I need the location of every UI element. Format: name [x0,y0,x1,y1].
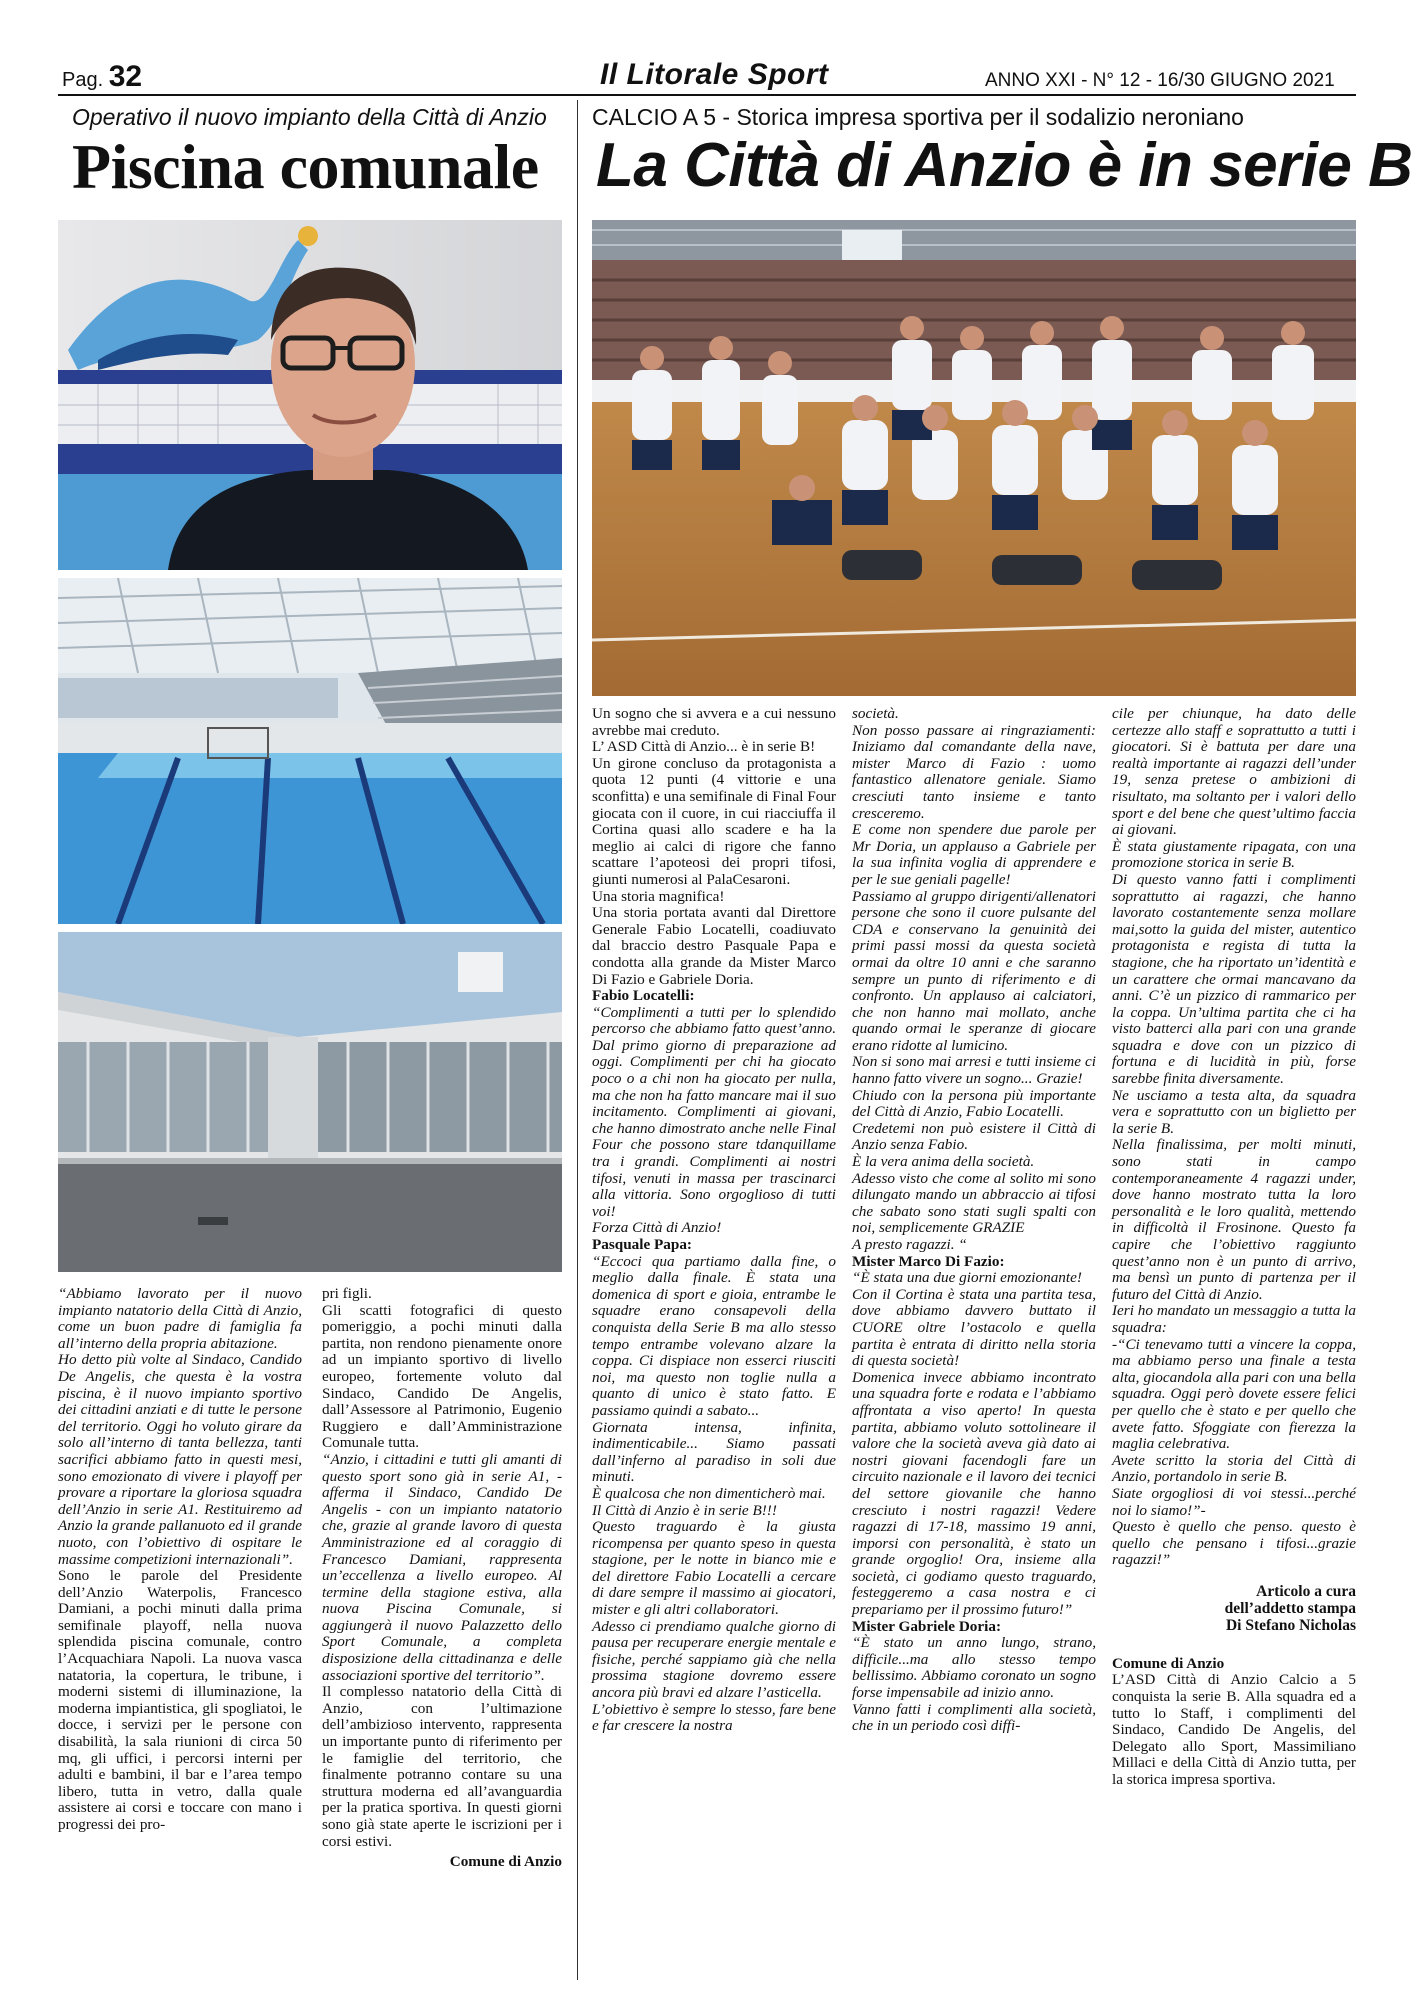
paragraph: Questo traguardo è la giusta ricompensa per quanto speso in questa stagione, per le notte in bianco mie e del direttore Fabio Locatelli a cercare di dare sempre il massimo ai giocatori, mister e gli altri collaboratori. [592,1518,836,1619]
building-photo [58,932,562,1272]
paragraph: “È stato un anno lungo, strano, difficile...ma allo stesso tempo bellissimo. Abbiamo coronato un sogno forse impensabile ad inizio anno. [852,1634,1096,1702]
paragraph: pri figli. [322,1285,372,1302]
paragraph: Un sogno che si avvera e a cui nessuno avrebbe mai creduto. [592,705,836,739]
paragraph: Una storia portata avanti dal Direttore Generale Fabio Locatelli, coadiuvato dal braccio destro Pasquale Papa e condotta alla grande da Mister Marco Di Fazio e Gabriele Doria. [592,904,836,988]
comune-paragraph: L’ASD Città di Anzio Calcio a 5 conquista la serie B. Alla squadra ed a tutto lo Staff, i complimenti del Sindaco, Candido De Angelis, del Delegato allo Sport, Massimiliano Millaci e della Città di Anzio tutta, per la storica impresa sportiva. [1112,1671,1356,1789]
paragraph: “Anzio, i cittadini e tutti gli amanti di questo sport sono già in serie A1, - afferma il Sindaco, Candido De Angelis - con un impianto natatorio che, grazie al grande lavoro di questa Amministrazione ed al coraggio di Francesco Damiani, rappresenta un’eccellenza a livello europeo. Al termine della stagione estiva, alla nuova Piscina Comunale, si aggiungerà il nuovo Palazzetto dello Sport Comunale, a completa disposizione della cittadinanza e delle associazioni sportive del territorio”. [322,1450,562,1684]
paragraph: Non posso passare ai ringraziamenti: Iniziamo dal comandante della nave, mister Marco di Fazio : uomo fantastico allenatore geniale. Siamo cresciuti tanto insieme e tanto cresceremo. [852,721,1096,822]
paragraph: Gli scatti fotografici di questo pomeriggio, a pochi minuti dalla partita, non rendono pienamente onore ad un impianto sportivo di livello europeo, fortemente voluto dal Sindaco, Candido De Angelis, dall’Assessore al Patrimonio, Eugenio Ruggiero e dall’Amministrazione Comunale tutta. [322,1301,562,1452]
paragraph: “Abbiamo lavorato per il nuovo impianto natatorio della Città di Anzio, come un buon padre di famiglia fa all’interno della propria abitazione. [58,1285,302,1352]
paragraph: Avete scritto la storia del Città di Anzio, portandolo in serie B. [1112,1451,1356,1486]
page-label: Pag. [62,69,104,91]
paragraph: cile per chiunque, ha dato delle certezze allo staff e soprattutto a tutti i giocatori. Si è battuta per dare una realtà importante ai ragazzi dell’under 19, senza pretese o ambizioni di risultato, ma soltanto per i valori dello sport e del bene che quest’ultimo faccia ai giovani. [1112,705,1356,839]
left-kicker: Operativo il nuovo impianto della Città di Anzio [72,104,547,130]
credit-line: Di Stefano Nicholas [1225,1616,1356,1634]
paragraph: Ne usciamo a testa alta, da squadra vera e soprattutto con un biglietto per la serie B. [1112,1086,1356,1137]
paragraph: Siate orgogliosi di voi stessi...perché noi lo siamo!”- [1112,1484,1356,1519]
paragraph: “Eccoci qua partiamo dalla fine, o meglio dalla finale. È stata una domenica di sport e gioia, entrambe le squadre erano consapevoli della conquista della Serie B ma allo stesso tempo entrambe volevano alzare la coppa. Ci dispiace non esserci riusciti noi, ma questo non toglie nulla a quanto di unico è stato fatto. E passiamo quindi a sabato... [592,1252,836,1419]
comune-heading: Comune di Anzio [1112,1654,1225,1672]
paragraph: “Complimenti a tutti per lo splendido percorso che abbiamo fatto quest’anno. Dal primo giorno di preparazione ad oggi. Complimenti per chi ha giocato poco o a chi non ha giocato per nulla, ma che non ha fatto mancare mai il suo incitamento. Complimenti ai giovani, che hanno dimostrato anche nelle Final Four che possono stare tdanquillame tra i grandi. Complimenti ai nostri tifosi, venuti in massa per trascinarci alla vittoria. Sono orgoglioso di tutti voi! [592,1003,836,1220]
speaker-heading: Fabio Locatelli: [592,987,695,1005]
header-rule [58,94,1356,96]
paragraph: Questo è quello che penso. questo è quello che pensano i tifosi...grazie ragazzi!” [1112,1518,1356,1569]
signature: Comune di Anzio [449,1853,562,1871]
left-article-col1 [58,1286,302,1834]
right-article-col3 [1112,706,1356,1789]
left-headline: Piscina comunale [72,131,539,202]
paragraph: Credetemi non può esistere il Città di Anzio senza Fabio. [852,1119,1096,1154]
paragraph: L’obiettivo è sempre lo stesso, fare bene e far crescere la nostra [592,1700,836,1735]
paragraph: Con il Cortina è stata una partita tesa, dove abbiamo davvero buttato il CUORE oltre l’ostacolo e quella partita è entrata di diritto nella storia di questa società! [852,1285,1096,1370]
right-article-col2 [852,706,1096,1735]
pool-photo [58,578,562,924]
paragraph: -“Ci tenevamo tutti a vincere la coppa, ma abbiamo perso una finale a testa alta, giocandola alla pari con una bella squadra. Oggi però dovete essere felici per quello che è stato e per quello che avete fatto. Sfoggiate con fierezza la maglia celebrativa. [1112,1335,1356,1453]
credit-line: Articolo a cura [1256,1582,1356,1600]
speaker-heading: Mister Marco Di Fazio: [852,1252,1005,1270]
speaker-heading: Mister Gabriele Doria: [852,1617,1002,1635]
paragraph: Forza Città di Anzio! [592,1219,722,1237]
paragraph: Sono le parole del Presidente dell’Anzio Waterpolis, Francesco Damiani, a pochi minuti dalla prima semifinale playoff, nella nuova splendida piscina comunale, contro l’Acquachiara Napoli. La nuova vasca natatoria, la copertura, le tribune, i moderni sistemi di illuminazione, la moderna impiantistica, gli spogliatoi, le docce, i servizi per le persone con disabilità, la sala riunioni di circa 50 mq, gli uffici, i percorsi interni per adulti e bambini, il bar e l’area tempo libero, tutta in vetro, dalla quale assistere ai corsi e toccare con mano i progressi dei pro- [58,1567,302,1833]
right-headline: La Città di Anzio è in serie B [596,131,1413,200]
paragraph: Adesso ci prendiamo qualche giorno di pausa per recuperare energie mentale e fisiche, perché sappiamo già che nella prossima stagione dovremo essere ancora più bravi ed alzare l’asticella. [592,1617,836,1702]
paragraph: Il Città di Anzio è in serie B!!! [592,1501,777,1519]
page-number-value: 32 [108,60,143,93]
paragraph: Giornata intensa, infinita, indimenticabile... Siamo passati dall’inferno al paradiso in soli due minuti. [592,1418,836,1486]
column-divider [577,100,578,1980]
paragraph: Chiudo con la persona più importante del Città di Anzio, Fabio Locatelli. [852,1086,1096,1121]
paragraph: Passiamo al gruppo dirigenti/allenatori persone che sono il cuore pulsante del CDA e conservano la genuinità dei primi passi mossi da questa società ormai da oltre 10 anni e che saranno sempre un punto di riferimento e di confronto. Un applauso ai calciatori, che non hanno mai mollato, anche quando ormai le speranze di giocare erano ridotte al lumicino. [852,887,1096,1054]
paragraph: A presto ragazzi. “ [852,1236,967,1253]
portrait-photo [58,220,562,570]
paragraph: È la vera anima della società. [852,1153,1035,1171]
issue-info: ANNO XXI - N° 12 - 16/30 GIUGNO 2021 [985,70,1335,91]
masthead: Il Litorale Sport [600,58,829,91]
paragraph: Una storia magnifica! [592,887,725,905]
paragraph: È stata giustamente ripagata, con una promozione storica in serie B. [1112,837,1356,872]
paragraph: L’ ASD Città di Anzio... è in serie B! [592,738,816,756]
page-number [62,60,142,94]
paragraph: Nella finalissima, per molti minuti, sono stati in campo contemporaneamente 4 ragazzi under, dove hanno mostrato tutta la loro personalità e le loro qualità, mettendo in difficoltà il Frosinone. Questo fa capire che l’obiettivo raggiunto quest’anno non è un punto di arrivo, ma bensì un punto di partenza per il futuro del Città di Anzio. [1112,1136,1356,1303]
paragraph: “È stata una due giorni emozionante! [852,1269,1082,1287]
left-article-col2 [322,1286,562,1871]
article-credit [1112,1583,1356,1634]
paragraph: Ieri ho mandato un messaggio a tutta la squadra: [1112,1302,1356,1336]
paragraph: È qualcosa che non dimenticherò mai. [592,1484,826,1502]
paragraph: Un girone concluso da protagonista a quota 12 punti (4 vittorie e una sconfitta) e una semifinale di Final Four giocata con il cuore, in cui riacciuffa il Cortina quasi allo scadere e ha la meglio ai calci di rigore che fanno scattare l’apoteosi dei propri tifosi, giunti numerosi al PalaCesaroni. [592,754,836,888]
paragraph: società. [852,705,899,722]
paragraph: Ho detto più volte al Sindaco, Candido De Angelis, che questa è la vostra piscina, è il nuovo impianto sportivo dei cittadini anziati e di tutte le persone del territorio. Oggi ho voluto girare da solo all’interno di tanta bellezza, tanti sacrifici abbiamo fatto in questi mesi, sono emozionato di vivere i playoff per provare a riportare la gloriosa squadra dell’Anzio in serie A1. Restituiremo ad Anzio la grande pallanuoto ed il grande nuoto, con l’obiettivo di ospitare le massime competizioni internazionali”. [58,1351,302,1568]
speaker-heading: Pasquale Papa: [592,1236,692,1253]
paragraph: Di questo vanno fatti i complimenti soprattutto ai ragazzi, che hanno lavorato costantemente senza mollare mai,sotto la guida del mister, autentico protagonista e regista di tutta la stagione, che ha riportato un’identità e un carattere che ormai mancavano da anni. C’è un pizzico di rammarico per la coppa. Un’ultima partita che ci ha visto batterci alla pari con una grande squadra e dove con un pizzico di fortuna e di lucidità in più, forse sarebbe finita diversamente. [1112,870,1356,1088]
paragraph: Non si sono mai arresi e tutti insieme ci hanno fatto vivere un sogno... Grazie! [852,1053,1096,1088]
credit-line: dell’addetto stampa [1224,1599,1356,1617]
paragraph: E come non spendere due parole per Mr Doria, un applauso a Gabriele per la sua infinita voglia di apprendere e per le sue geniali pagelle! [852,821,1096,888]
right-article-col1 [592,706,836,1735]
paragraph: Vanno fatti i complimenti alla società, che in un periodo così diffi- [852,1700,1096,1735]
paragraph: Il complesso natatorio della Città di Anzio, con l’ultimazione dell’ambizioso intervento, rappresenta un importante punto di riferimento per le famiglie del territorio, che finalmente potranno contare su una struttura moderna ed all’avanguardia per la pratica sportiva. In questi giorni sono già state aperte le iscrizioni per i corsi estivi. [322,1683,562,1850]
paragraph: Adesso visto che come al solito mi sono dilungato mando un abbraccio ai tifosi che sabato sono stati sugli spalti con noi, semplicemente GRAZIE [852,1169,1096,1237]
team-photo [592,220,1356,696]
paragraph: Domenica invece abbiamo incontrato una squadra forte e rodata e l’abbiamo affrontata a viso aperto! In questa partita, abbiamo voluto sottolineare il valore che la società aveva già dato ai nostri giovani facendogli fare un circuito nazionale e il lavoro dei tecnici del settore giovanile che hanno cresciuto i nostri ragazzi! Vedere ragazzi di 17-18, massimo 19 anni, imporsi con personalità, è stato un grande orgoglio! Ora, insieme alla società, ci godiamo questo traguardo, festeggeremo a casa nostra e ci prepariamo per il prossimo futuro!” [852,1368,1096,1619]
right-kicker: CALCIO A 5 - Storica impresa sportiva per il sodalizio neroniano [592,104,1244,130]
